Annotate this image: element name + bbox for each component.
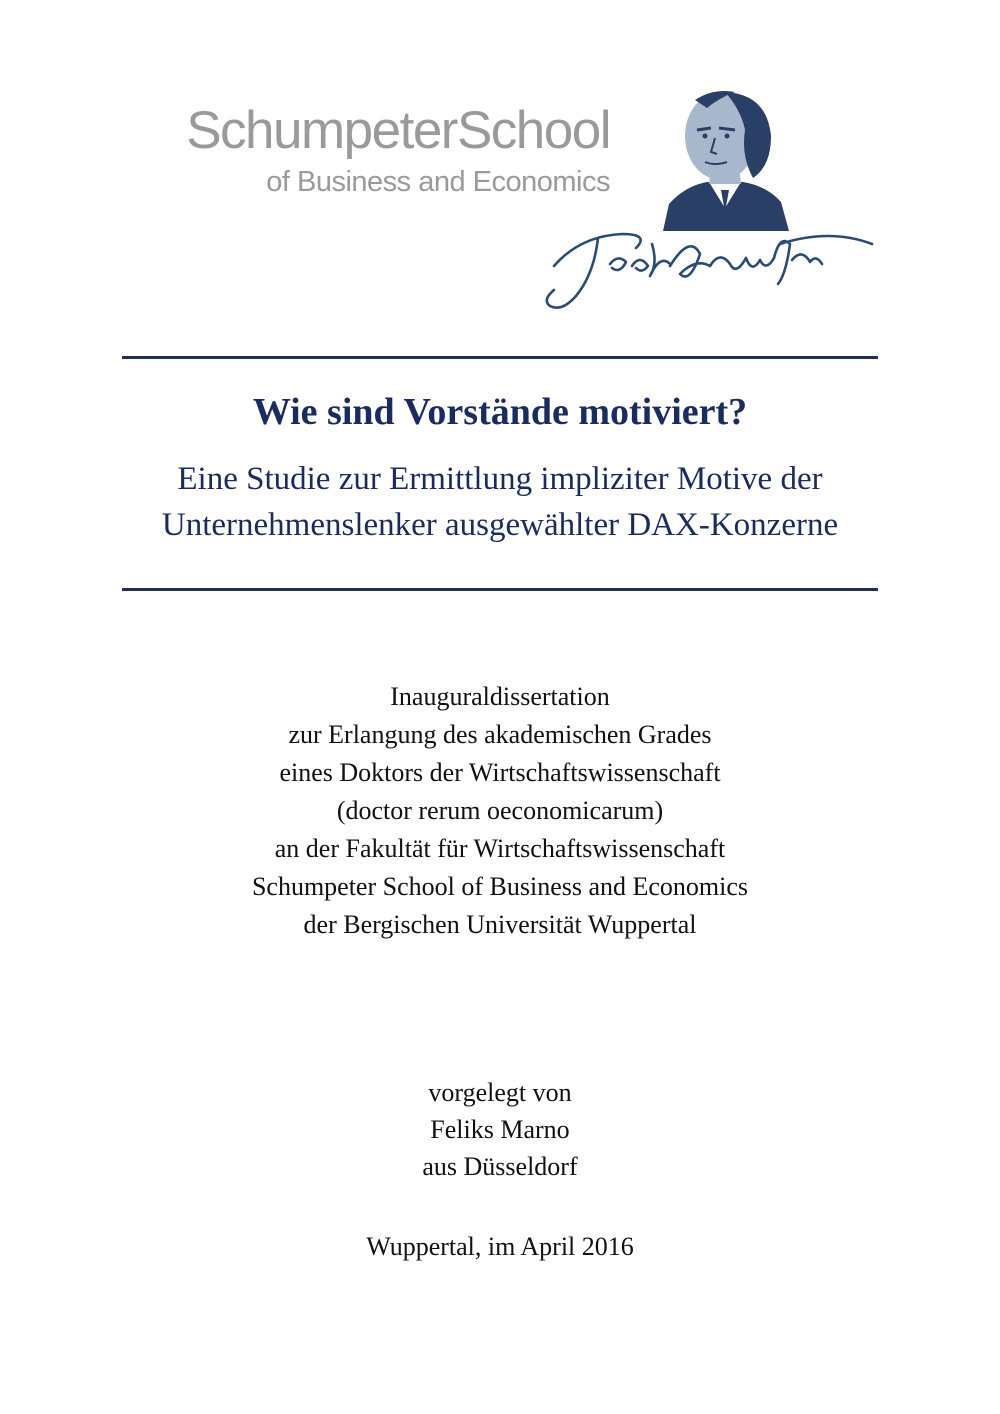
- dissertation-line: (doctor rerum oeconomicarum): [336, 796, 664, 825]
- dissertation-line: Schumpeter School of Business and Economics: [251, 872, 749, 901]
- dissertation-line: der Bergischen Universität Wuppertal: [303, 910, 697, 939]
- dissertation-line: eines Doktors der Wirtschaftswissenschaft: [279, 758, 721, 787]
- author-origin: aus Düsseldorf: [422, 1152, 578, 1181]
- dissertation-line: zur Erlangung des akademischen Grades: [288, 720, 712, 749]
- logo-school-name: SchumpeterSchool: [186, 101, 610, 160]
- bottom-divider-rule: [122, 588, 878, 591]
- logo-school-subtitle: of Business and Economics: [266, 166, 610, 198]
- signature-image: [540, 214, 880, 314]
- place-and-date: Wuppertal, im April 2016: [366, 1232, 634, 1261]
- school-logo: [0, 0, 1000, 330]
- thesis-subtitle-line-2: Unternehmenslenker ausgewählter DAX-Konzerne: [161, 507, 839, 543]
- top-divider-rule: [122, 356, 878, 359]
- thesis-title: Wie sind Vorstände motiviert?: [252, 391, 748, 433]
- presented-by-label: vorgelegt von: [428, 1078, 572, 1107]
- thesis-subtitle-line-1: Eine Studie zur Ermittlung impliziter Motive der: [177, 461, 823, 497]
- portrait-image: [655, 86, 795, 231]
- author-name: Feliks Marno: [430, 1115, 570, 1144]
- dissertation-line: an der Fakultät für Wirtschaftswissenschaft: [274, 834, 726, 863]
- dissertation-line: Inauguraldissertation: [390, 682, 610, 711]
